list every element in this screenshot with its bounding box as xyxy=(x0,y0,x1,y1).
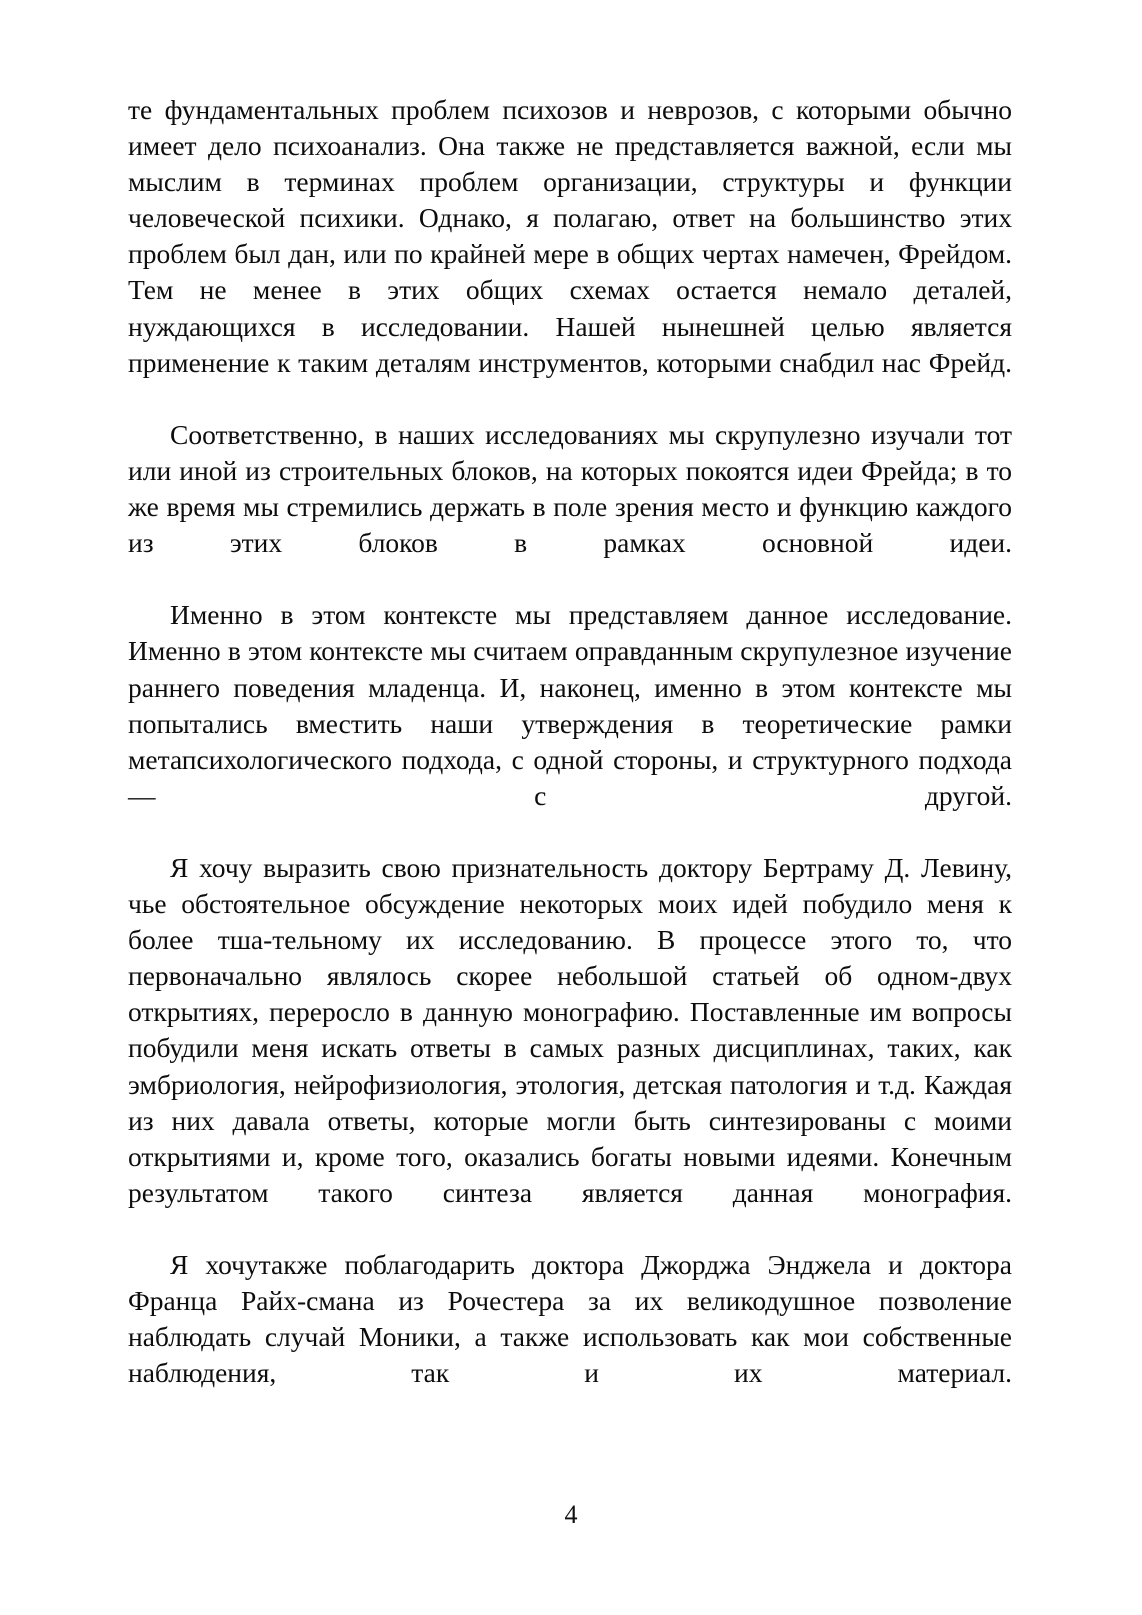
body-text-block xyxy=(128,92,1012,1427)
paragraph-4: Я хочу выразить свою признательность доктору Бертраму Д. Левину, чье обстоятельное обсуждение некоторых моих идей побудило меня к более тша-тельному их исследованию. В процессе этого то, что первоначально являлось скорее небольшой статьей об одном-двух открытиях, переросло в данную монографию. Поставленные им вопросы побудили меня искать ответы в самых разных дисциплинах, таких, как эмбриология, нейрофизиология, этология, детская патология и т.д. Каждая из них давала ответы, которые могли быть синтезированы с моими открытиями и, кроме того, оказались богаты новыми идеями. Конечным результатом такого синтеза является данная монография. xyxy=(128,851,1012,1208)
paragraph-3: Именно в этом контексте мы представляем данное исследование. Именно в этом контексте мы считаем оправданным скрупулезное изучение раннего поведения младенца. И, наконец, именно в этом контексте мы попытались вместить наши утверждения в теоретические рамки метапсихологического подхода, с одной стороны, и структурного подхода — с другой. xyxy=(128,599,1012,811)
paragraph-1: те фундаментальных проблем психозов и неврозов, с которыми обычно имеет дело психоанализ. Она также не представляется важной, если мы мыслим в терминах проблем организации, структуры и функции человеческой психики. Однако, я полагаю, ответ на большинство этих проблем был дан, или по крайней мере в общих чертах намечен, Фрейдом. Тем не менее в этих общих схемах остается немало деталей, нуждающихся в исследовании. Нашей нынешней целью является применение к таким деталям инструментов, которыми снабдил нас Фрейд. xyxy=(128,94,1012,378)
paragraph-2: Соответственно, в наших исследованиях мы скрупулезно изучали тот или иной из строительных блоков, на которых покоятся идеи Фрейда; в то же время мы стремились держать в поле зрения место и функцию каждого из этих блоков в рамках основной идеи. xyxy=(128,418,1012,559)
paragraph-5: Я хочутакже поблагодарить доктора Джорджа Энджела и доктора Франца Райх-смана из Рочестера за их великодушное позволение наблюдать случай Моники, а также использовать как мои собственные наблюдения, так и их материал. xyxy=(128,1249,1012,1389)
page-number: 4 xyxy=(564,1500,578,1529)
